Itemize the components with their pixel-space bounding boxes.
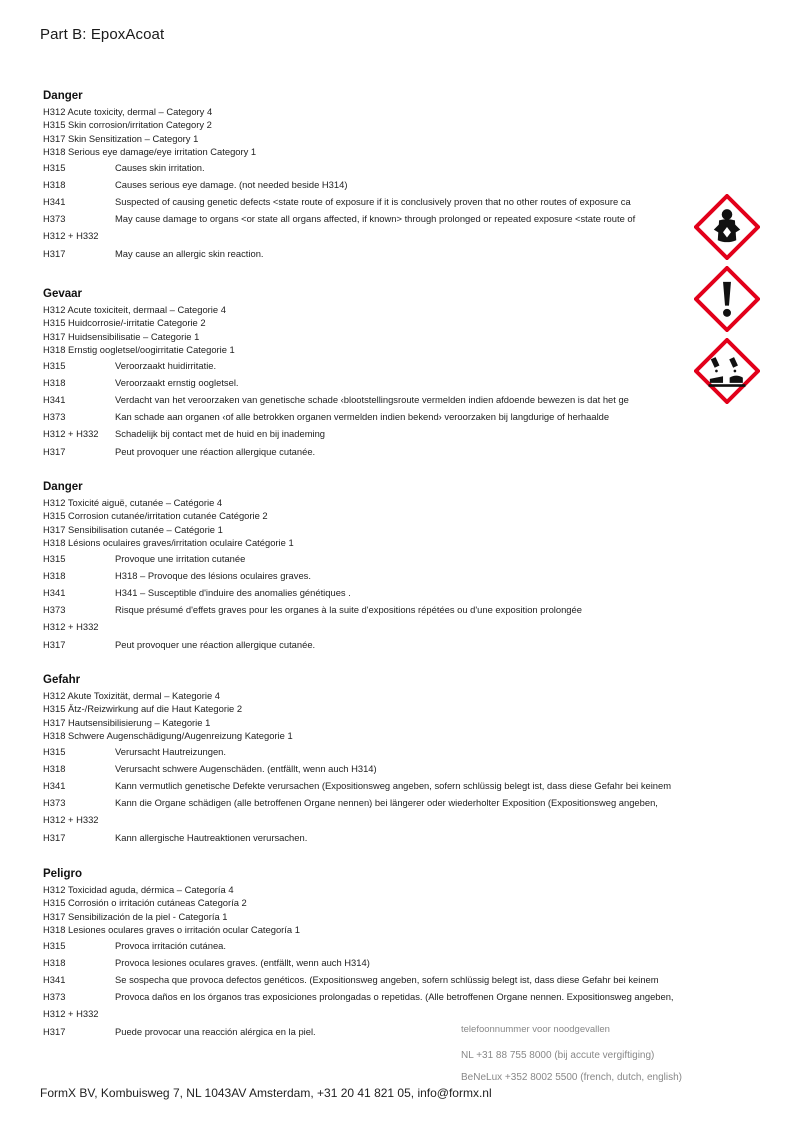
hazard-statement bbox=[43, 760, 693, 777]
statement-text: Se sospecha que provoca defectos genéticos. (Expositionsweg angeben, sofern schlüssig belegt ist, dass diese Gefahr bei keinem bbox=[115, 974, 659, 986]
hazard-statement bbox=[43, 829, 693, 846]
hazard-statement bbox=[43, 811, 693, 828]
statement-text: May cause damage to organs <or state all organs affected, if known> through prolonged or repeated exposure <state route of bbox=[115, 213, 636, 225]
statement-text: Veroorzaakt ernstig oogletsel. bbox=[115, 376, 239, 388]
classification-line: H318 Ernstig oogletsel/oogirritatie Categorie 1 bbox=[43, 344, 235, 356]
hazard-statement bbox=[43, 601, 693, 618]
statement-text: Suspected of causing genetic defects <state route of exposure if it is conclusively proven that no other routes of exposure ca bbox=[115, 196, 631, 208]
statement-code: H318 bbox=[43, 376, 66, 388]
signal-word: Peligro bbox=[43, 868, 82, 880]
hazard-statement bbox=[43, 391, 693, 408]
statement-code: H318 bbox=[43, 569, 66, 581]
ghs07-exclamation-mark-icon bbox=[694, 266, 760, 332]
hazard-statement bbox=[43, 794, 693, 811]
classification-line: H318 Schwere Augenschädigung/Augenreizung Kategorie 1 bbox=[43, 730, 293, 742]
emergency-label: telefoonnummer voor noodgevallen bbox=[461, 1024, 610, 1035]
signal-word: Danger bbox=[43, 90, 83, 102]
classification-line: H317 Skin Sensitization – Category 1 bbox=[43, 132, 199, 144]
hazard-statement bbox=[43, 1005, 693, 1022]
classification-line: H312 Acute toxicity, dermal – Category 4 bbox=[43, 106, 213, 117]
hazard-statement bbox=[43, 550, 693, 567]
hazard-statement bbox=[43, 954, 693, 971]
statement-code: H317 bbox=[43, 445, 66, 457]
statement-code: H373 bbox=[43, 991, 66, 1003]
statement-code: H318 bbox=[43, 956, 66, 968]
hazard-statement bbox=[43, 357, 693, 374]
statement-text: Provoque une irritation cutanée bbox=[115, 552, 246, 564]
statement-code: H317 bbox=[43, 831, 66, 843]
emergency-phone-benelux: BeNeLux +352 8002 5500 (french, dutch, english) bbox=[461, 1072, 682, 1083]
hazard-statement bbox=[43, 176, 693, 193]
hazard-section-es bbox=[43, 868, 693, 1040]
classification-line: H318 Serious eye damage/eye irritation Category 1 bbox=[43, 146, 257, 158]
statement-code: H312 + H332 bbox=[43, 814, 99, 826]
hazard-statement bbox=[43, 159, 693, 176]
statement-text: Causes skin irritation. bbox=[115, 161, 205, 173]
statement-text: Verdacht van het veroorzaken van genetische schade ‹blootstellingsroute vermelden indien afdoende bewezen is dat het ge bbox=[115, 394, 629, 406]
classification-line: H312 Acute toxiciteit, dermaal – Categorie 4 bbox=[43, 304, 226, 315]
statement-code: H317 bbox=[43, 1025, 66, 1037]
statement-code: H312 + H332 bbox=[43, 1008, 99, 1020]
classification-line: H312 Akute Toxizität, dermal – Kategorie 4 bbox=[43, 690, 221, 701]
statement-code: H341 bbox=[43, 587, 66, 599]
statement-code: H341 bbox=[43, 196, 66, 208]
hazard-statement bbox=[43, 743, 693, 760]
statement-code: H312 + H332 bbox=[43, 428, 99, 440]
statement-code: H317 bbox=[43, 638, 66, 650]
statement-text: Verursacht Hautreizungen. bbox=[115, 745, 227, 757]
classification-line: H312 Toxicité aiguë, cutanée – Catégorie 4 bbox=[43, 497, 223, 508]
hazard-statement bbox=[43, 777, 693, 794]
statement-code: H373 bbox=[43, 604, 66, 616]
classification-line: H315 Corrosión o irritación cutáneas Categoría 2 bbox=[43, 897, 247, 909]
statement-code: H312 + H332 bbox=[43, 230, 99, 242]
statement-text: Kann vermutlich genetische Defekte verursachen (Expositionsweg angeben, sofern schlüssig belegt ist, dass diese Gefahr bei keinem bbox=[115, 780, 672, 792]
statement-text: Puede provocar una reacción alérgica en la piel. bbox=[115, 1025, 316, 1037]
hazard-statement bbox=[43, 227, 693, 244]
classification-line: H317 Sensibilización de la piel - Categoría 1 bbox=[43, 910, 228, 922]
statement-code: H373 bbox=[43, 213, 66, 225]
statement-code: H373 bbox=[43, 797, 66, 809]
statement-text: Provoca daños en los órganos tras exposiciones prolongadas o repetidas. (Alle betroffenen Organe nennen. Expositionsweg angeben, bbox=[115, 991, 674, 1003]
hazard-statement bbox=[43, 937, 693, 954]
classification-line: H315 Skin corrosion/irritation Category 2 bbox=[43, 119, 212, 131]
company-footer: FormX BV, Kombuisweg 7, NL 1043AV Amsterdam, +31 20 41 821 05, info@formx.nl bbox=[40, 1086, 492, 1100]
hazard-statement bbox=[43, 374, 693, 391]
classification-line: H318 Lesiones oculares graves o irritación ocular Categoría 1 bbox=[43, 924, 300, 936]
statement-code: H315 bbox=[43, 359, 66, 371]
statement-text: Provoca lesiones oculares graves. (entfällt, wenn auch H314) bbox=[115, 956, 370, 968]
hazard-section-nl bbox=[43, 288, 693, 460]
classification-line: H315 Ätz-/Reizwirkung auf die Haut Kategorie 2 bbox=[43, 703, 243, 715]
statement-code: H318 bbox=[43, 178, 66, 190]
classification-line: H317 Hautsensibilisierung – Kategorie 1 bbox=[43, 716, 211, 728]
statement-text: Kann die Organe schädigen (alle betroffenen Organe nennen) bei längerer oder wiederholter Exposition (Expositionsweg angeben, bbox=[115, 797, 658, 809]
classification-line: H318 Lésions oculaires graves/irritation oculaire Catégorie 1 bbox=[43, 537, 294, 549]
statement-code: H315 bbox=[43, 939, 66, 951]
emergency-contact bbox=[461, 1024, 682, 1089]
ghs05-corrosion-icon bbox=[694, 338, 760, 404]
hazard-statement bbox=[43, 210, 693, 227]
hazard-statement bbox=[43, 567, 693, 584]
statement-code: H341 bbox=[43, 394, 66, 406]
statement-text: Risque présumé d'effets graves pour les organes à la suite d'expositions répétées ou d'une exposition prolongée bbox=[115, 604, 582, 616]
classification-line: H317 Sensibilisation cutanée – Catégorie 1 bbox=[43, 523, 223, 535]
statement-code: H341 bbox=[43, 780, 66, 792]
statement-text: Peut provoquer une réaction allergique cutanée. bbox=[115, 445, 316, 457]
classification-line: H315 Huidcorrosie/-irritatie Categorie 2 bbox=[43, 317, 206, 329]
classification-line: H317 Huidsensibilisatie – Categorie 1 bbox=[43, 330, 200, 342]
hazard-statement bbox=[43, 988, 693, 1005]
hazard-statement bbox=[43, 584, 693, 601]
statement-code: H318 bbox=[43, 762, 66, 774]
emergency-phone-nl: NL +31 88 755 8000 (bij accute vergiftiging) bbox=[461, 1050, 655, 1061]
statement-code: H317 bbox=[43, 247, 66, 259]
statement-code: H315 bbox=[43, 745, 66, 757]
hazard-statement bbox=[43, 636, 693, 653]
hazard-statement bbox=[43, 443, 693, 460]
statement-text: Kan schade aan organen ‹of alle betrokken organen vermelden indien bekend› veroorzaken bij langdurige of herhaalde bbox=[115, 411, 610, 423]
hazard-statement bbox=[43, 193, 693, 210]
statement-code: H312 + H332 bbox=[43, 621, 99, 633]
signal-word: Danger bbox=[43, 481, 83, 493]
statement-code: H315 bbox=[43, 552, 66, 564]
statement-text: Schadelijk bij contact met de huid en bij inademing bbox=[115, 428, 326, 440]
statement-code: H341 bbox=[43, 974, 66, 986]
statement-text: H341 – Susceptible d'induire des anomalies génétiques . bbox=[115, 587, 351, 599]
page-title: Part B: EpoxAcoat bbox=[40, 26, 165, 43]
statement-text: May cause an allergic skin reaction. bbox=[115, 247, 264, 259]
hazard-statement bbox=[43, 408, 693, 425]
statement-text: Kann allergische Hautreaktionen verursachen. bbox=[115, 831, 308, 843]
classification-line: H312 Toxicidad aguda, dérmica – Categoría 4 bbox=[43, 884, 234, 895]
statement-text: Provoca irritación cutánea. bbox=[115, 939, 226, 951]
classification-line: H315 Corrosion cutanée/irritation cutanée Catégorie 2 bbox=[43, 510, 268, 522]
ghs08-health-hazard-icon bbox=[694, 194, 760, 260]
ghs-pictograms bbox=[694, 194, 760, 410]
hazard-section-en bbox=[43, 90, 693, 262]
signal-word: Gefahr bbox=[43, 674, 81, 686]
statement-text: Causes serious eye damage. (not needed beside H314) bbox=[115, 178, 348, 190]
statement-code: H315 bbox=[43, 161, 66, 173]
hazard-section-fr bbox=[43, 481, 693, 653]
hazard-section-de bbox=[43, 674, 693, 846]
hazard-statement bbox=[43, 245, 693, 262]
statement-text: H318 – Provoque des lésions oculaires graves. bbox=[115, 569, 311, 581]
statement-text: Veroorzaakt huidirritatie. bbox=[115, 359, 217, 371]
hazard-statement bbox=[43, 425, 693, 442]
hazard-statement bbox=[43, 618, 693, 635]
statement-code: H373 bbox=[43, 411, 66, 423]
hazard-statement bbox=[43, 971, 693, 988]
statement-text: Peut provoquer une réaction allergique cutanée. bbox=[115, 638, 316, 650]
statement-text: Verursacht schwere Augenschäden. (entfällt, wenn auch H314) bbox=[115, 762, 377, 774]
signal-word: Gevaar bbox=[43, 288, 83, 300]
